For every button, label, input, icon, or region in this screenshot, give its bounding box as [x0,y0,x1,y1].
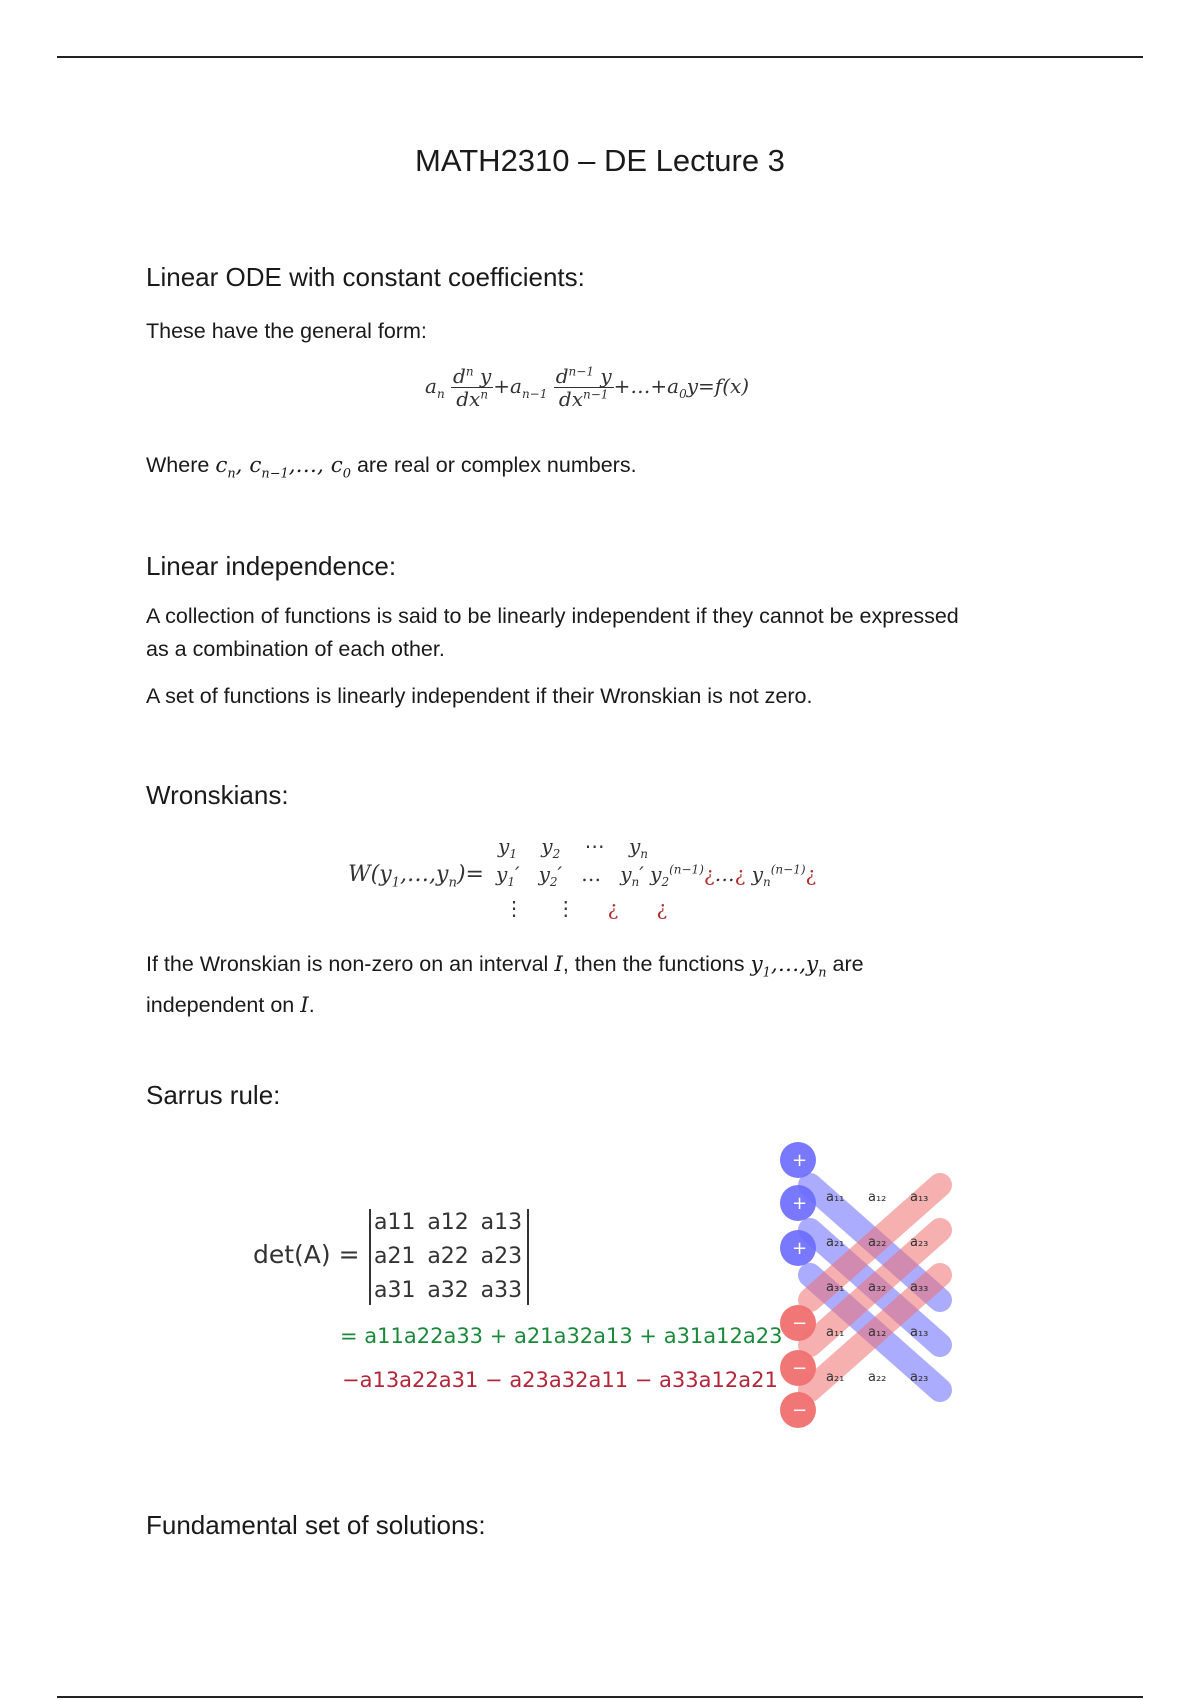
svg-text:a₁₂: a₁₂ [868,1190,887,1205]
wronskian-criterion: A set of functions is linearly independent if their Wronskian is not zero. [146,684,813,708]
coefficients-note: Where $c_n$, $c_{n-1},\dots$, $c_0$ are real or complex numbers. [146,453,637,482]
svg-text:−: − [792,1358,808,1379]
svg-text:−: − [792,1400,808,1421]
sarrus-diagram [770,1140,970,1430]
svg-text:a₃₂: a₃₂ [868,1280,887,1295]
svg-text:+: + [792,1150,808,1171]
matrix-cell: a12 [427,1210,469,1235]
matrix-cell: a33 [480,1278,523,1303]
matrix-row [374,1244,534,1278]
matrix-cell: a13 [480,1210,523,1235]
linear-ode-intro: These have the general form: [146,319,427,343]
minus-circles [780,1305,816,1428]
bottom-rule [57,1696,1143,1698]
sarrus-minus-terms: −a13a22a31 − a23a32a11 − a33a12a21 [342,1368,778,1392]
svg-text:−: − [792,1313,808,1334]
svg-text:a₁₃: a₁₃ [910,1325,929,1340]
svg-text:a₂₂: a₂₂ [868,1235,887,1250]
svg-text:a₃₃: a₃₃ [910,1280,929,1295]
svg-text:a₂₃: a₂₃ [910,1370,929,1385]
matrix-row [374,1210,534,1244]
matrix-cell: a32 [427,1278,469,1303]
sarrus-plus-terms: = a11a22a33 + a21a32a13 + a31a12a23 [340,1324,783,1348]
svg-text:a₂₁: a₂₁ [826,1370,845,1385]
svg-text:+: + [792,1193,808,1214]
svg-text:+: + [792,1238,808,1259]
svg-text:a₁₃: a₁₃ [910,1190,929,1205]
matrix-row [374,1278,534,1312]
matrix-cell: a31 [374,1278,416,1303]
wronskian-matrix-row2: $y_1'$ $y_2'$ … $y_n'$ $y_2^{(n-1)}¿\dots¿$ $y_n^{(n-1)}¿$ [496,862,817,889]
ode-general-form: $a_n$ $\frac{d^n y}{dx^n}$ $+a_{n-1}$ $\frac{d^{n-1} y}{dx^{n-1}}$ $+\dots+a_0y=f(x)$ [425,364,750,411]
svg-text:a₂₁: a₂₁ [826,1235,845,1250]
wronskian-theorem: If the Wronskian is non-zero on an interval I, then the functions $y_1,\dots,y_n$ are independent on I. [146,952,864,1019]
svg-text:a₁₂: a₁₂ [868,1325,887,1340]
plus-circles [780,1142,816,1266]
matrix-cell: a23 [480,1244,523,1269]
heading-wronskians: Wronskians: [146,780,289,810]
matrix-cell: a21 [374,1244,416,1269]
matrix-cell: a22 [427,1244,469,1269]
matrix-cells [374,1210,534,1312]
svg-text:a₂₂: a₂₂ [868,1370,887,1385]
independence-definition: A collection of functions is said to be linearly independent if they cannot be expressed as a combination of each other. [146,604,959,661]
heading-sarrus-rule: Sarrus rule: [146,1080,281,1110]
top-rule [57,56,1143,58]
svg-text:a₂₃: a₂₃ [910,1235,929,1250]
svg-text:a₁₁: a₁₁ [826,1325,845,1340]
wronskian-matrix-row3: ⋮ ⋮ ¿ ¿ [504,896,668,920]
heading-linear-independence: Linear independence: [146,551,397,581]
page-title: MATH2310 – DE Lecture 3 [415,143,785,178]
wronskian-lhs: $W(y_1,\dots,y_n)=$ [348,862,484,891]
svg-text:a₃₁: a₃₁ [826,1280,845,1295]
det-label: det(A) = [253,1240,360,1269]
diagram-a11-top: a₁₁ [826,1190,845,1205]
heading-fundamental-set: Fundamental set of solutions: [146,1510,486,1540]
heading-linear-ode: Linear ODE with constant coefficients: [146,262,585,292]
wronskian-matrix-row1: $y_1$ $y_2$ ⋯ $y_n$ [498,834,648,861]
matrix-cell: a11 [374,1210,416,1235]
